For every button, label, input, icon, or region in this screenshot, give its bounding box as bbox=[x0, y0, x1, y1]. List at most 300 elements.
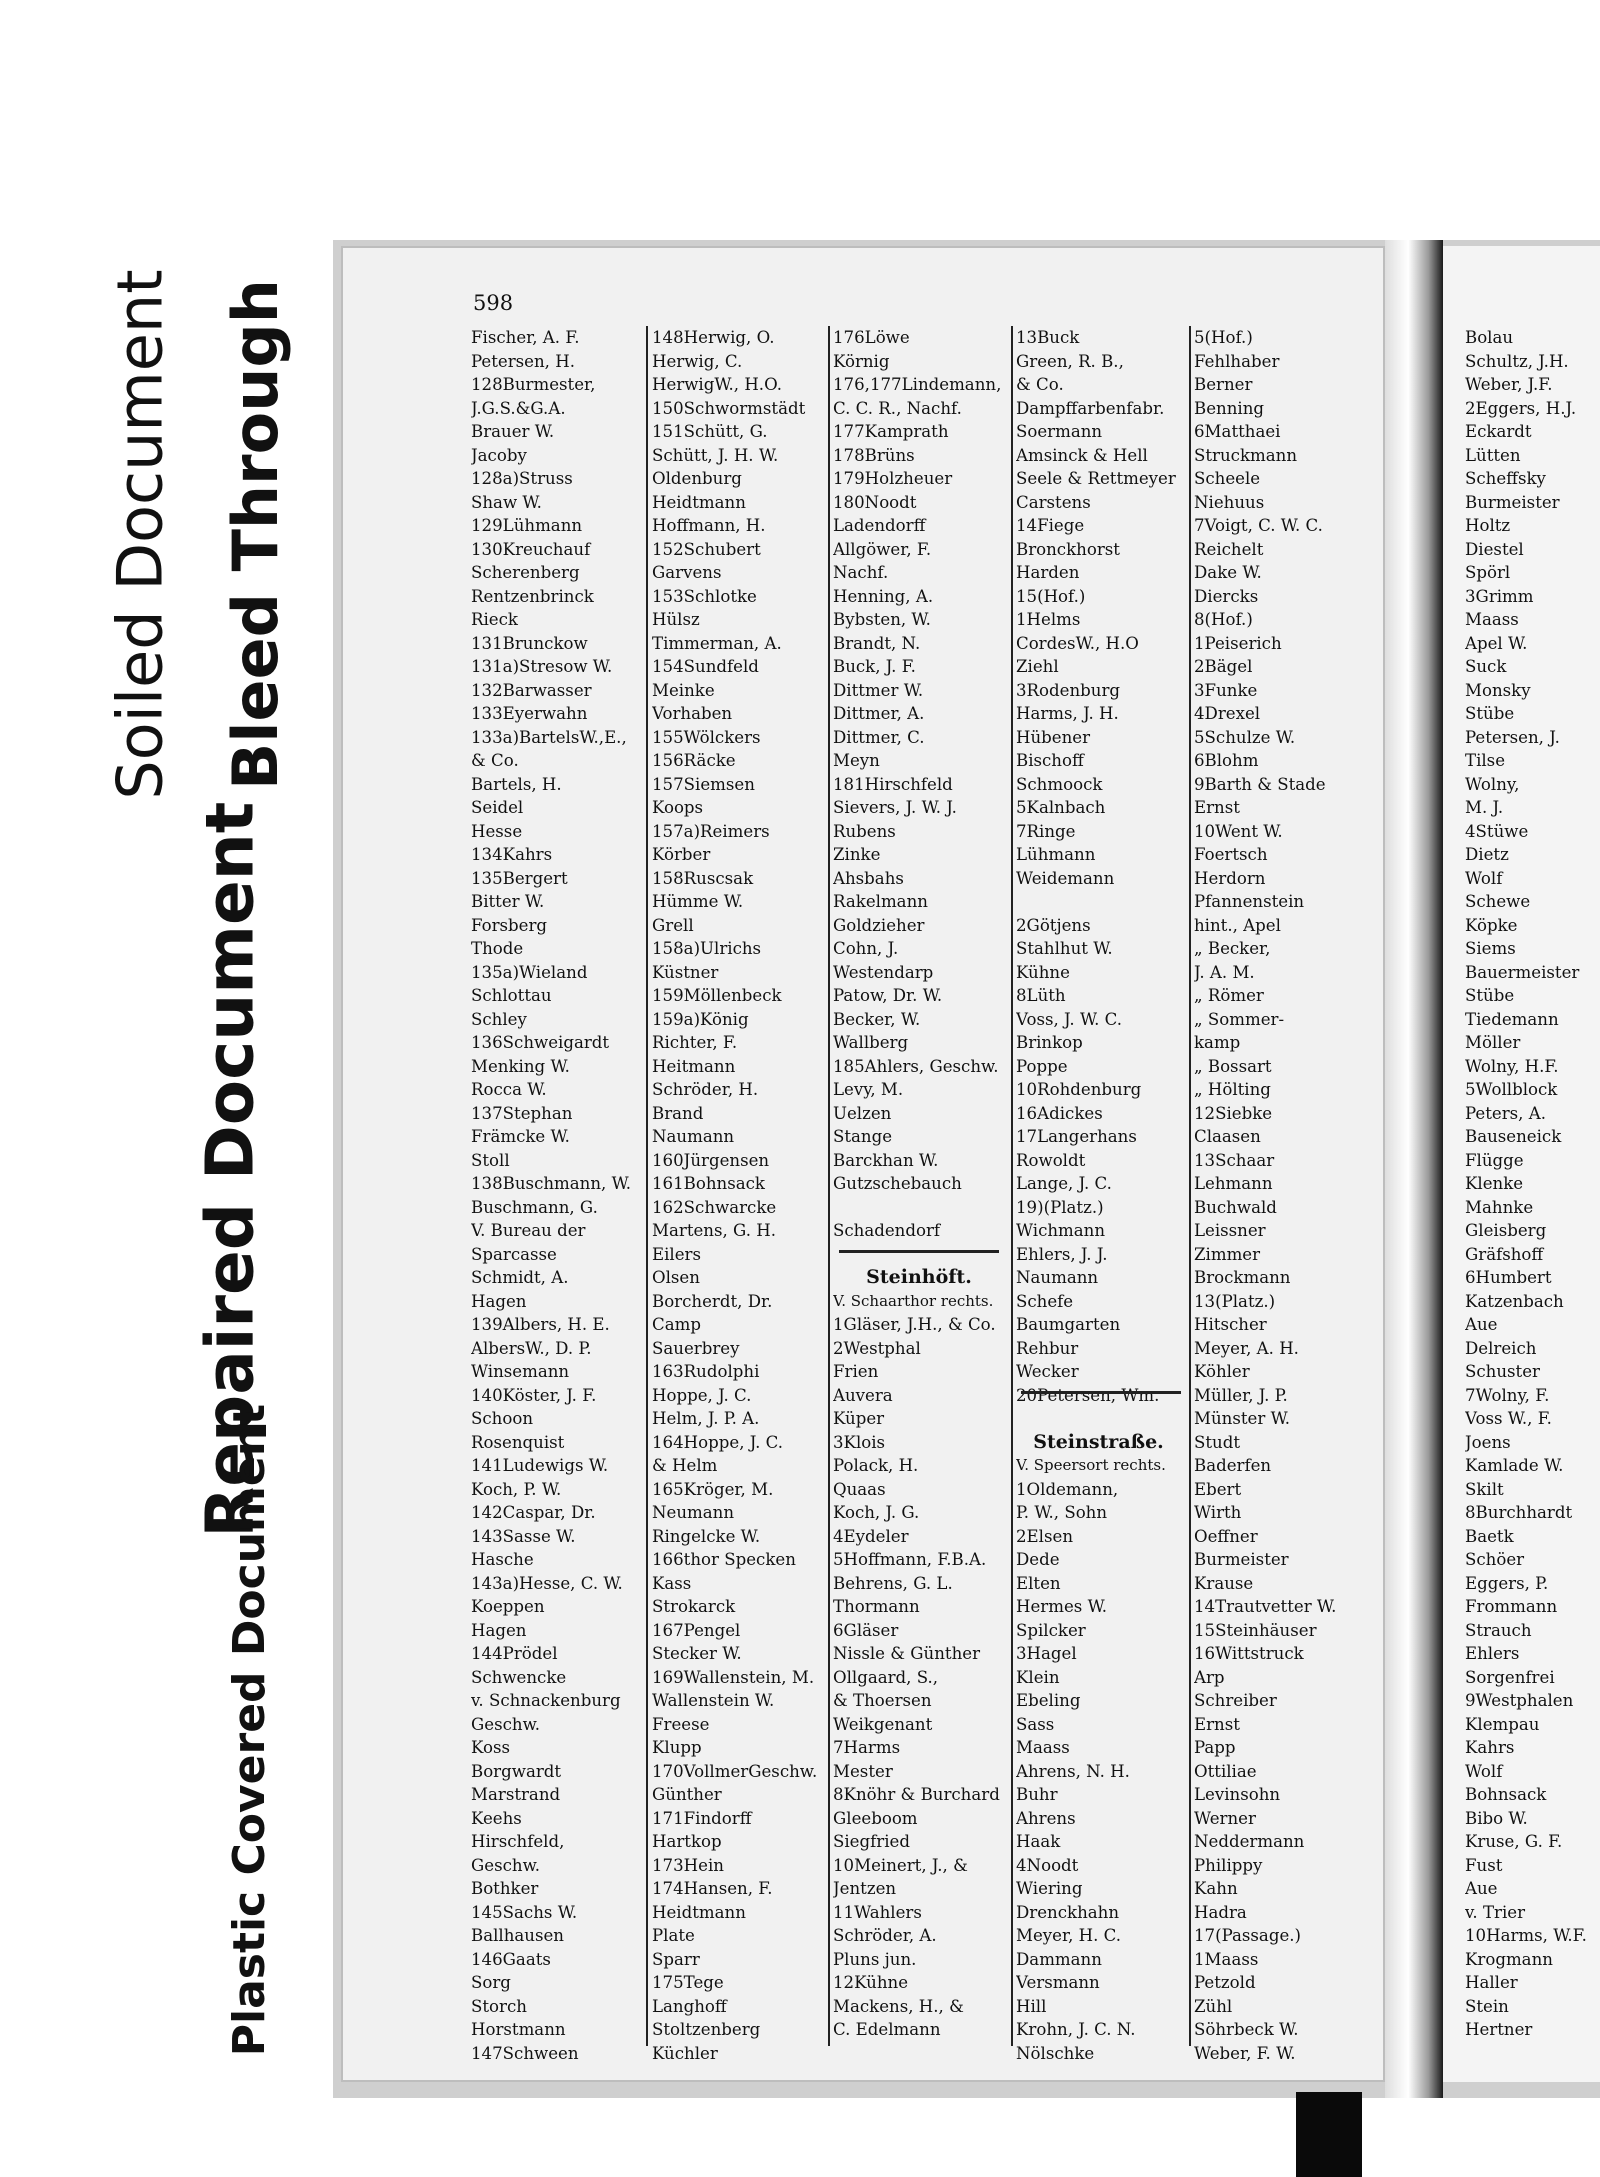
directory-entry: 6Humbert bbox=[1465, 1268, 1552, 1287]
directory-entry: Schewe bbox=[1465, 892, 1531, 911]
directory-entry: Bauseneick bbox=[1465, 1127, 1562, 1146]
directory-entry: Aue bbox=[1465, 1315, 1498, 1334]
directory-entry: Vorhaben bbox=[652, 704, 733, 723]
directory-entry: Geschw. bbox=[471, 1855, 541, 1875]
directory-entry: Spörl bbox=[1465, 563, 1511, 582]
directory-entry: Green, R. B., bbox=[1016, 351, 1124, 371]
directory-entry: 143Sasse W. bbox=[471, 1526, 576, 1546]
directory-entry: Delreich bbox=[1465, 1338, 1537, 1358]
directory-entry: Münster W. bbox=[1194, 1409, 1291, 1428]
directory-entry: Barckhan W. bbox=[833, 1150, 939, 1170]
directory-entry: 2Westphal bbox=[833, 1338, 921, 1358]
directory-entry: Eggers, P. bbox=[1465, 1573, 1549, 1593]
directory-entry: 131Brunckow bbox=[471, 633, 588, 653]
directory-entry: Schmidt, A. bbox=[471, 1268, 569, 1287]
directory-entry: Wolf bbox=[1465, 868, 1503, 888]
directory-entry: 19)(Platz.) bbox=[1016, 1197, 1104, 1217]
directory-entry: 2Elsen bbox=[1016, 1526, 1074, 1546]
directory-entry: 135a)Wieland bbox=[471, 962, 588, 982]
directory-entry: Siems bbox=[1465, 939, 1516, 958]
bleed-through-text: Bleed Through bbox=[218, 279, 292, 791]
bleed-through-label bbox=[195, 245, 315, 825]
directory-entry: Siegfried bbox=[833, 1832, 910, 1851]
directory-entry: Uelzen bbox=[833, 1103, 892, 1123]
directory-entry: Maass bbox=[1465, 610, 1519, 629]
directory-entry: 16Adickes bbox=[1016, 1103, 1103, 1123]
directory-entry: Stein bbox=[1465, 1996, 1509, 2016]
directory-entry: Schefe bbox=[1016, 1291, 1074, 1311]
directory-entry: Harden bbox=[1016, 563, 1080, 582]
directory-entry: Schreiber bbox=[1194, 1691, 1277, 1710]
directory-entry: 13Schaar bbox=[1194, 1150, 1275, 1170]
directory-entry: Joens bbox=[1465, 1432, 1511, 1452]
directory-entry: Brauer W. bbox=[471, 422, 555, 441]
directory-entry: Hasche bbox=[471, 1550, 534, 1569]
directory-entry: Schöer bbox=[1465, 1550, 1525, 1569]
directory-entry: Ebert bbox=[1194, 1479, 1242, 1499]
directory-entry: Strokarck bbox=[652, 1597, 736, 1616]
directory-entry: 159Möllenbeck bbox=[652, 986, 782, 1005]
directory-entry: Scherenberg bbox=[471, 563, 580, 582]
directory-entry: 14Fiege bbox=[1016, 516, 1085, 535]
directory-entry: V. Bureau der bbox=[471, 1221, 586, 1240]
directory-entry: Möller bbox=[1465, 1033, 1521, 1052]
directory-entry: Stecker W. bbox=[652, 1644, 742, 1663]
directory-entry: 157Siemsen bbox=[652, 774, 755, 794]
directory-entry: Monsky bbox=[1465, 680, 1531, 700]
directory-entry: 160Jürgensen bbox=[652, 1150, 770, 1170]
directory-entry: 156Räcke bbox=[652, 751, 736, 770]
directory-entry: 17(Passage.) bbox=[1194, 1926, 1302, 1945]
directory-entry: Wolny, H.F. bbox=[1465, 1056, 1559, 1076]
directory-entry: Leissner bbox=[1194, 1221, 1266, 1240]
facing-page bbox=[1443, 246, 1600, 2082]
directory-entry: Seidel bbox=[471, 798, 524, 817]
directory-entry: & Helm bbox=[652, 1456, 718, 1475]
directory-entry: Scheffsky bbox=[1465, 469, 1546, 488]
directory-entry: 8(Hof.) bbox=[1194, 610, 1253, 629]
directory-column-5 bbox=[1194, 326, 1379, 2065]
directory-entry: 175Tege bbox=[652, 1973, 724, 1992]
directory-entry: Kahn bbox=[1194, 1879, 1238, 1898]
page-number: 598 bbox=[473, 291, 514, 315]
directory-entry bbox=[833, 1243, 1005, 1267]
directory-entry: Ernst bbox=[1194, 1714, 1240, 1734]
directory-entry: Amsinck & Hell bbox=[1016, 445, 1148, 465]
directory-entry: Herdorn bbox=[1194, 868, 1266, 888]
directory-entry: Grell bbox=[652, 915, 694, 935]
directory-entry: AlbersW., D. P. bbox=[471, 1338, 592, 1358]
directory-entry: Rieck bbox=[471, 610, 518, 629]
directory-entry: Brockmann bbox=[1194, 1268, 1291, 1287]
repaired-document-text: Repaired Document bbox=[191, 802, 269, 1538]
directory-entry: Keehs bbox=[471, 1808, 522, 1828]
directory-entry: Haak bbox=[1016, 1832, 1061, 1851]
directory-entry: 135Bergert bbox=[471, 868, 568, 888]
directory-entry: Dittmer W. bbox=[833, 680, 924, 700]
directory-entry: Voss, J. W. C. bbox=[1016, 1009, 1123, 1029]
directory-entry: Hermes W. bbox=[1016, 1597, 1107, 1616]
directory-entry: Bitter W. bbox=[471, 892, 545, 911]
directory-entry: Neumann bbox=[652, 1503, 735, 1522]
directory-entry: Hümme W. bbox=[652, 892, 744, 911]
directory-entry: Apel W. bbox=[1465, 633, 1528, 653]
directory-entry: 147Schween bbox=[471, 2043, 579, 2063]
directory-entry: C. Edelmann bbox=[833, 2020, 941, 2039]
directory-entry: Flügge bbox=[1465, 1150, 1524, 1170]
directory-entry: 4Eydeler bbox=[833, 1526, 909, 1546]
directory-entry: 164Hoppe, J. C. bbox=[652, 1432, 784, 1452]
directory-entry: Schley bbox=[471, 1009, 527, 1029]
directory-entry: 2Bägel bbox=[1194, 657, 1253, 676]
directory-entry: Goldzieher bbox=[833, 915, 925, 935]
directory-entry: Bartels, H. bbox=[471, 774, 562, 794]
directory-entry: Hagen bbox=[471, 1291, 527, 1311]
directory-entry: 3Rodenburg bbox=[1016, 680, 1121, 700]
directory-entry: Petersen, H. bbox=[471, 351, 575, 371]
directory-entry: Köpke bbox=[1465, 915, 1518, 935]
directory-entry: Buchwald bbox=[1194, 1197, 1277, 1217]
directory-entry: Bibo W. bbox=[1465, 1808, 1528, 1828]
directory-entry: Ringelcke W. bbox=[652, 1526, 761, 1546]
directory-entry: Ziehl bbox=[1016, 657, 1059, 676]
directory-entry: Lütten bbox=[1465, 445, 1521, 465]
directory-entry: Lange, J. C. bbox=[1016, 1174, 1112, 1193]
directory-entry: Diercks bbox=[1194, 586, 1259, 606]
directory-entry: 6Matthaei bbox=[1194, 422, 1281, 441]
directory-entry: 1Oldemann, bbox=[1016, 1479, 1119, 1499]
directory-entry: 157a)Reimers bbox=[652, 821, 770, 841]
directory-entry: Patow, Dr. W. bbox=[833, 986, 943, 1005]
directory-entry: Gleisberg bbox=[1465, 1221, 1547, 1240]
directory-entry bbox=[833, 1196, 1005, 1220]
directory-entry: Dittmer, C. bbox=[833, 727, 925, 747]
directory-entry: Voss W., F. bbox=[1465, 1409, 1552, 1428]
directory-entry: Schadendorf bbox=[833, 1221, 941, 1240]
directory-entry: 7Wolny, F. bbox=[1465, 1385, 1550, 1405]
directory-entry: Ernst bbox=[1194, 798, 1240, 817]
directory-entry: Struckmann bbox=[1194, 445, 1298, 465]
directory-entry: Ballhausen bbox=[471, 1926, 564, 1945]
directory-entry: 1Peiserich bbox=[1194, 633, 1282, 653]
directory-entry: Heitmann bbox=[652, 1056, 736, 1076]
directory-entry: 170VollmerGeschw. bbox=[652, 1761, 817, 1781]
directory-entry: 146Gaats bbox=[471, 1949, 551, 1969]
directory-entry: 5Hoffmann, F.B.A. bbox=[833, 1550, 987, 1569]
directory-entry: Dittmer, A. bbox=[833, 704, 925, 723]
directory-entry: Quaas bbox=[833, 1479, 886, 1499]
directory-entry: Kruse, G. F. bbox=[1465, 1832, 1563, 1851]
directory-entry: 13(Platz.) bbox=[1194, 1291, 1276, 1311]
directory-entry: Hill bbox=[1016, 1996, 1047, 2016]
directory-entry: 180Noodt bbox=[833, 492, 917, 512]
black-bar bbox=[1296, 2092, 1362, 2177]
directory-entry: 4Stüwe bbox=[1465, 821, 1529, 841]
directory-entry: Menking W. bbox=[471, 1056, 570, 1076]
directory-entry: Drenckhahn bbox=[1016, 1902, 1120, 1922]
directory-entry: Günther bbox=[652, 1785, 722, 1804]
directory-entry: 151Schütt, G. bbox=[652, 422, 768, 441]
directory-entry: C. C. R., Nachf. bbox=[833, 398, 962, 418]
directory-entry: Pluns jun. bbox=[833, 1949, 917, 1969]
directory-entry: HerwigW., H.O. bbox=[652, 375, 782, 394]
directory-entry: Wolny, bbox=[1465, 774, 1520, 794]
directory-entry: Freese bbox=[652, 1714, 710, 1734]
directory-entry: CordesW., H.O bbox=[1016, 633, 1139, 653]
directory-entry: Sievers, J. W. J. bbox=[833, 798, 957, 817]
directory-entry: Arp bbox=[1194, 1667, 1225, 1687]
directory-entry: Petzold bbox=[1194, 1973, 1256, 1992]
directory-entry: Koss bbox=[471, 1738, 510, 1757]
directory-entry: Främcke W. bbox=[471, 1127, 570, 1146]
directory-entry: Rosenquist bbox=[471, 1432, 565, 1452]
directory-entry: Ehlers, J. J. bbox=[1016, 1244, 1108, 1264]
directory-entry: Studt bbox=[1194, 1432, 1241, 1452]
directory-entry: 177Kamprath bbox=[833, 422, 949, 441]
directory-entry: Foertsch bbox=[1194, 845, 1268, 864]
directory-entry: 5Schulze W. bbox=[1194, 727, 1296, 747]
directory-entry: 5Kalnbach bbox=[1016, 798, 1106, 817]
directory-entry: Heidtmann bbox=[652, 492, 746, 512]
directory-entry: Steinhöft. bbox=[866, 1266, 972, 1288]
directory-entry: Lehmann bbox=[1194, 1174, 1273, 1193]
directory-entry: Bybsten, W. bbox=[833, 610, 931, 629]
directory-entry: 1Maass bbox=[1194, 1949, 1259, 1969]
directory-entry: Naumann bbox=[1016, 1268, 1099, 1287]
directory-entry: Nölschke bbox=[1016, 2043, 1095, 2063]
directory-entry: Seele & Rettmeyer bbox=[1016, 469, 1176, 488]
directory-entry: Niehuus bbox=[1194, 492, 1265, 512]
directory-entry: Scheele bbox=[1194, 469, 1261, 488]
book-gutter bbox=[1385, 240, 1443, 2098]
directory-entry: Brandt, N. bbox=[833, 633, 921, 653]
directory-entry: Rocca W. bbox=[471, 1080, 547, 1099]
directory-entry: Pfannenstein bbox=[1194, 892, 1305, 911]
directory-entry: Garvens bbox=[652, 563, 722, 582]
directory-entry: 161Bohnsack bbox=[652, 1174, 765, 1193]
directory-entry: 129Lühmann bbox=[471, 516, 583, 535]
directory-entry: „ Becker, bbox=[1194, 939, 1271, 958]
directory-entry: kamp bbox=[1194, 1033, 1241, 1052]
directory-entry bbox=[1016, 890, 1181, 914]
directory-entry: J. A. M. bbox=[1194, 962, 1255, 982]
directory-entry: Olsen bbox=[652, 1268, 700, 1287]
directory-entry: Brand bbox=[652, 1103, 704, 1123]
directory-entry: Becker, W. bbox=[833, 1009, 921, 1029]
directory-entry: Nachf. bbox=[833, 563, 889, 582]
directory-entry: Buhr bbox=[1016, 1785, 1058, 1804]
directory-column-6 bbox=[1465, 326, 1600, 2042]
directory-entry: 128Burmester, bbox=[471, 375, 596, 394]
directory-entry: Schmoock bbox=[1016, 774, 1103, 794]
directory-entry: Weidemann bbox=[1016, 868, 1115, 888]
directory-entry: Storch bbox=[471, 1996, 527, 2016]
directory-entry: 171Findorff bbox=[652, 1808, 752, 1828]
directory-entry: Marstrand bbox=[471, 1785, 561, 1804]
directory-entry: v. Trier bbox=[1465, 1902, 1526, 1922]
directory-entry: Hoppe, J. C. bbox=[652, 1385, 752, 1405]
directory-entry: Bauermeister bbox=[1465, 962, 1580, 982]
directory-entry: Schuster bbox=[1465, 1362, 1540, 1381]
directory-entry: & Co. bbox=[471, 751, 519, 770]
directory-entry: Langhoff bbox=[652, 1996, 727, 2016]
directory-entry: 138Buschmann, W. bbox=[471, 1174, 632, 1193]
directory-entry: 139Albers, H. E. bbox=[471, 1315, 610, 1334]
directory-entry: & Co. bbox=[1016, 375, 1064, 394]
directory-entry: Bothker bbox=[471, 1879, 539, 1898]
directory-entry: Poppe bbox=[1016, 1056, 1068, 1076]
directory-entry: 2Götjens bbox=[1016, 915, 1091, 935]
directory-entry: Hoffmann, H. bbox=[652, 516, 766, 535]
directory-entry: 5Wollblock bbox=[1465, 1080, 1558, 1099]
directory-entry: 148Herwig, O. bbox=[652, 328, 775, 347]
directory-entry: 128a)Struss bbox=[471, 469, 573, 488]
directory-entry: 13Buck bbox=[1016, 328, 1080, 347]
directory-entry: Schwencke bbox=[471, 1667, 567, 1687]
directory-entry: 15Steinhäuser bbox=[1194, 1620, 1317, 1640]
directory-entry: 131a)Stresow W. bbox=[471, 657, 613, 676]
directory-entry: 20Petersen, Wm. bbox=[1016, 1385, 1160, 1405]
directory-entry: 8Lüth bbox=[1016, 986, 1066, 1005]
directory-entry: 166thor Specken bbox=[652, 1550, 796, 1569]
directory-entry: Fehlhaber bbox=[1194, 351, 1280, 371]
directory-entry: Meyer, H. C. bbox=[1016, 1926, 1122, 1945]
directory-entry: 8Knöhr & Burchard bbox=[833, 1785, 1000, 1804]
directory-entry: Harms, J. H. bbox=[1016, 704, 1119, 723]
directory-entry: Sorgenfrei bbox=[1465, 1667, 1555, 1687]
directory-entry: Skilt bbox=[1465, 1479, 1504, 1499]
directory-entry: Tilse bbox=[1465, 751, 1506, 770]
directory-entry: Bolau bbox=[1465, 328, 1514, 347]
directory-entry: Plate bbox=[652, 1926, 695, 1945]
directory-entry: 163Rudolphi bbox=[652, 1362, 760, 1381]
directory-entry: Ahrens, N. H. bbox=[1016, 1761, 1130, 1781]
directory-entry: Steinstraße. bbox=[1033, 1430, 1164, 1453]
directory-entry: Soermann bbox=[1016, 422, 1103, 441]
directory-entry: hint., Apel bbox=[1194, 915, 1281, 935]
directory-entry: 12Kühne bbox=[833, 1973, 909, 1992]
directory-entry: 155Wölckers bbox=[652, 727, 761, 747]
directory-entry: Dede bbox=[1016, 1550, 1060, 1569]
directory-entry: Hitscher bbox=[1194, 1315, 1267, 1334]
directory-entry: 181Hirschfeld bbox=[833, 774, 953, 794]
directory-entry: 1Helms bbox=[1016, 610, 1081, 629]
directory-entry: Levinsohn bbox=[1194, 1785, 1281, 1804]
directory-entry: Krogmann bbox=[1465, 1949, 1553, 1969]
directory-entry: Sparr bbox=[652, 1949, 700, 1969]
directory-entry: Katzenbach bbox=[1465, 1291, 1564, 1311]
directory-entry: Claasen bbox=[1194, 1127, 1261, 1146]
directory-entry: Eilers bbox=[652, 1244, 701, 1264]
directory-entry: „ Sommer- bbox=[1194, 1009, 1285, 1029]
directory-entry: Peters, A. bbox=[1465, 1103, 1546, 1123]
directory-entry: Krohn, J. C. N. bbox=[1016, 2020, 1136, 2039]
directory-entry: Meinke bbox=[652, 680, 715, 700]
directory-entry: 7Ringe bbox=[1016, 821, 1076, 841]
plastic-covered-document-text: Plastic Covered Document bbox=[223, 1403, 275, 2057]
directory-entry: Hagen bbox=[471, 1620, 527, 1640]
directory-entry: P. W., Sohn bbox=[1016, 1503, 1108, 1522]
directory-entry: 143a)Hesse, C. W. bbox=[471, 1573, 623, 1593]
directory-entry: Geschw. bbox=[471, 1714, 541, 1734]
directory-column-2 bbox=[652, 326, 817, 2065]
repaired-document-label bbox=[140, 802, 320, 1538]
directory-entry: Schoon bbox=[471, 1409, 534, 1428]
column-rule bbox=[1011, 326, 1013, 2046]
directory-entry: Ollgaard, S., bbox=[833, 1667, 939, 1687]
directory-entry: Koch, P. W. bbox=[471, 1479, 562, 1499]
directory-entry: 10Harms, W.F. bbox=[1465, 1926, 1587, 1945]
directory-entry: Camp bbox=[652, 1315, 701, 1334]
directory-entry: Küper bbox=[833, 1409, 885, 1428]
directory-entry: Baetk bbox=[1465, 1526, 1514, 1546]
directory-entry: 134Kahrs bbox=[471, 845, 553, 864]
directory-entry: Ottiliae bbox=[1194, 1761, 1257, 1781]
directory-entry: „ Hölting bbox=[1194, 1080, 1271, 1099]
soiled-document-text: Soiled Document bbox=[103, 269, 177, 801]
directory-entry: 10Meinert, J., & bbox=[833, 1855, 968, 1875]
directory-entry: 15(Hof.) bbox=[1016, 586, 1086, 606]
directory-entry: Buck, J. F. bbox=[833, 657, 916, 676]
directory-entry: Wallberg bbox=[833, 1033, 909, 1052]
directory-entry: Zühl bbox=[1194, 1996, 1233, 2016]
directory-entry: Wecker bbox=[1016, 1362, 1079, 1381]
directory-entry: Meyn bbox=[833, 751, 880, 770]
directory-entry: Klein bbox=[1016, 1667, 1060, 1687]
directory-entry: Sparcasse bbox=[471, 1244, 557, 1264]
directory-entry: Krause bbox=[1194, 1573, 1254, 1593]
directory-entry: Suck bbox=[1465, 657, 1507, 676]
directory-entry: Thode bbox=[471, 939, 524, 958]
directory-entry: Schlottau bbox=[471, 986, 552, 1005]
directory-entry: Oldenburg bbox=[652, 469, 742, 488]
directory-entry: Carstens bbox=[1016, 492, 1091, 512]
directory-entry: Auvera bbox=[833, 1385, 893, 1405]
directory-entry: Mester bbox=[833, 1761, 893, 1781]
directory-entry: Rubens bbox=[833, 821, 896, 841]
directory-entry: Schröder, H. bbox=[652, 1080, 759, 1099]
directory-entry: 3Klois bbox=[833, 1432, 886, 1452]
directory-entry: Borgwardt bbox=[471, 1761, 562, 1781]
directory-entry: 133Eyerwahn bbox=[471, 704, 588, 723]
directory-entry: Spilcker bbox=[1016, 1620, 1086, 1640]
directory-entry: Sorg bbox=[471, 1973, 511, 1992]
directory-entry: 7Harms bbox=[833, 1738, 901, 1757]
directory-entry: Ladendorff bbox=[833, 516, 926, 535]
directory-entry: Stoltzenberg bbox=[652, 2020, 761, 2039]
directory-entry: Martens, G. H. bbox=[652, 1221, 777, 1240]
directory-entry: & Thoersen bbox=[833, 1691, 932, 1710]
directory-entry: Levy, M. bbox=[833, 1080, 904, 1099]
directory-entry: Westendarp bbox=[833, 962, 934, 982]
directory-entry: Küstner bbox=[652, 962, 719, 982]
directory-entry: Koch, J. G. bbox=[833, 1503, 920, 1522]
directory-entry: 132Barwasser bbox=[471, 680, 592, 700]
directory-entry: Schröder, A. bbox=[833, 1926, 937, 1945]
directory-entry: 3Grimm bbox=[1465, 586, 1534, 606]
directory-entry: Wirth bbox=[1194, 1503, 1242, 1522]
directory-entry: Allgöwer, F. bbox=[833, 539, 932, 559]
directory-entry: Klempau bbox=[1465, 1714, 1540, 1734]
directory-entry: Weber, F. W. bbox=[1194, 2043, 1296, 2063]
directory-entry: Kass bbox=[652, 1573, 692, 1593]
directory-entry: Heidtmann bbox=[652, 1902, 746, 1922]
directory-entry: Bischoff bbox=[1016, 751, 1084, 770]
directory-entry: 176,177Lindemann, bbox=[833, 375, 1002, 394]
directory-entry: 9Westphalen bbox=[1465, 1691, 1574, 1710]
directory-entry: Fischer, A. F. bbox=[471, 328, 580, 347]
directory-entry: Berner bbox=[1194, 375, 1253, 394]
